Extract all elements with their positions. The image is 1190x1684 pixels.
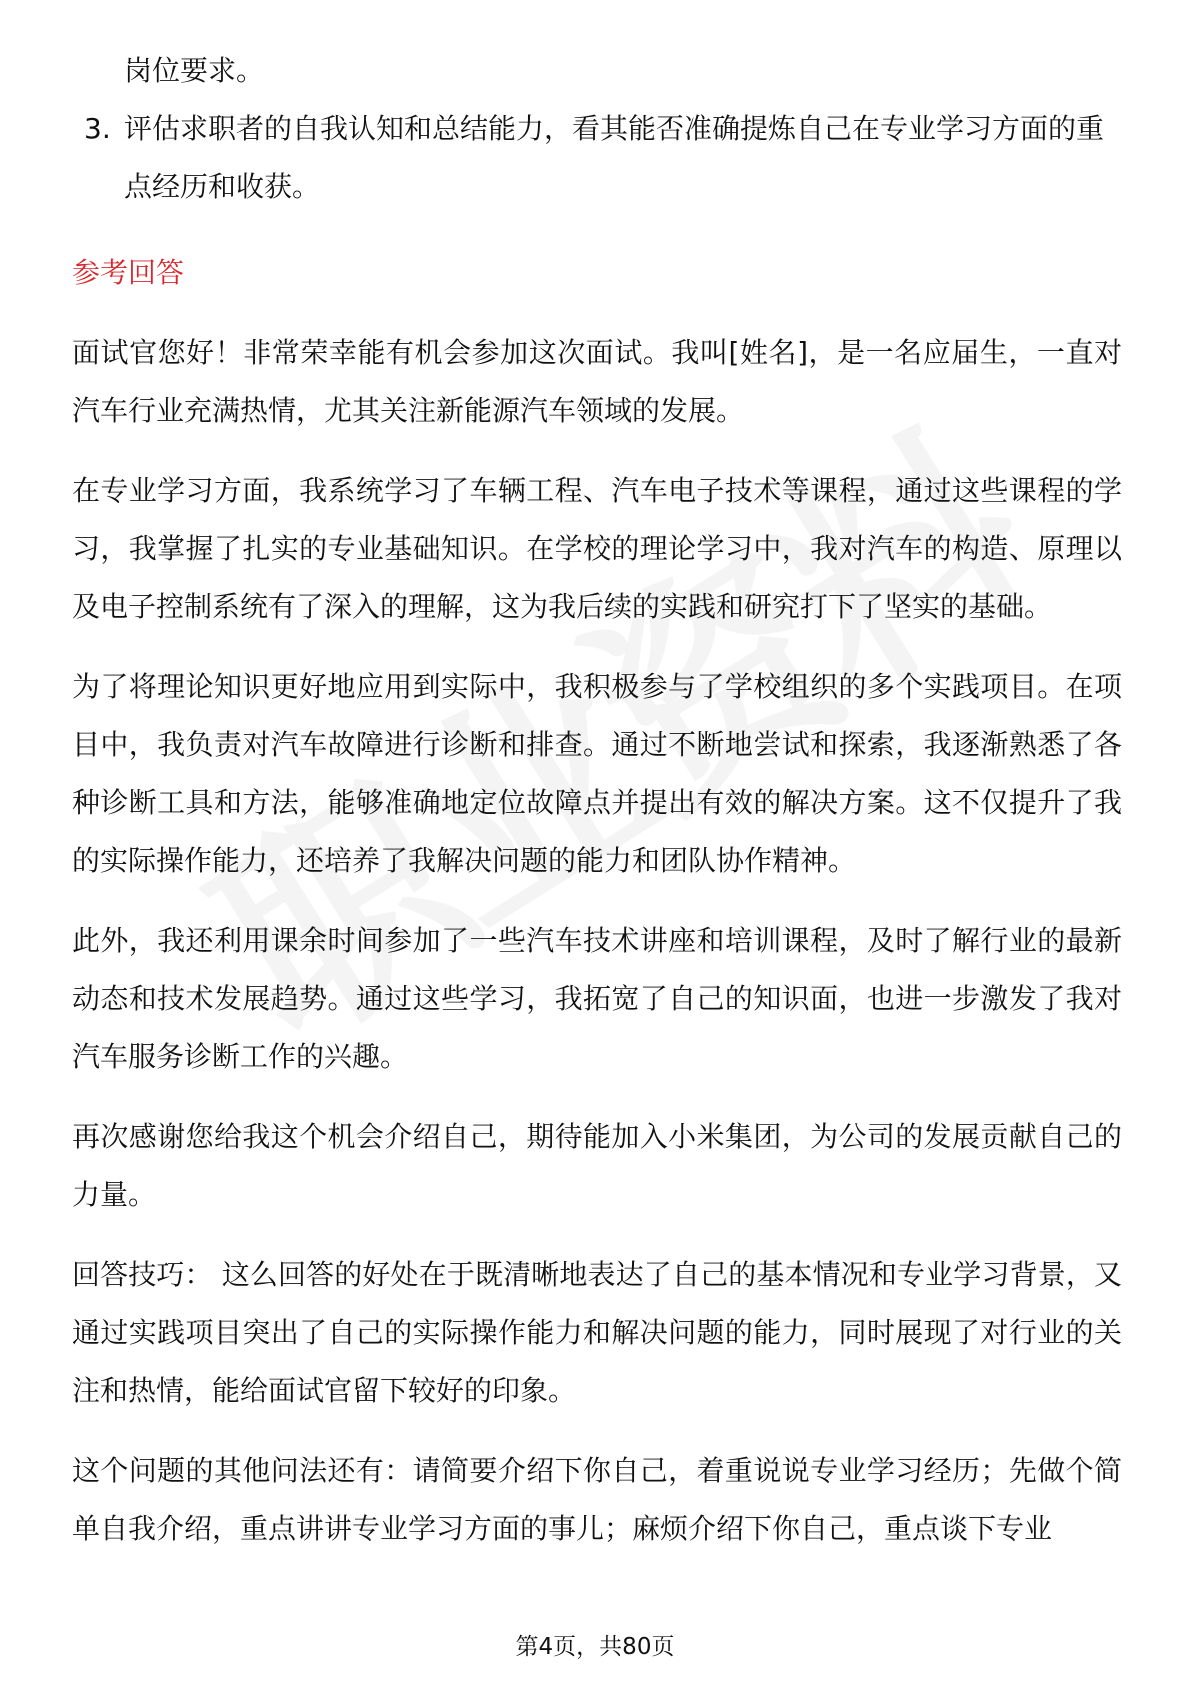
list-number: 3. <box>84 112 111 145</box>
list-item-3 <box>72 100 1122 216</box>
document-body <box>72 42 1122 1558</box>
list-item-continuation: 岗位要求。 <box>124 54 265 87</box>
answer-paragraph: 面试官您好！非常荣幸能有机会参加这次面试。我叫[姓名]，是一名应届生，一直对汽车行业充满热情，尤其关注新能源汽车领域的发展。 <box>72 336 1122 427</box>
page-footer: 第4页，共80页 <box>515 1634 675 1660</box>
alternate-questions-paragraph: 这个问题的其他问法还有：请简要介绍下你自己，着重说说专业学习经历；先做个简单自我介绍，重点讲讲专业学习方面的事儿；麻烦介绍下你自己，重点谈下专业 <box>72 1454 1122 1545</box>
section-title: 参考回答 <box>72 256 185 289</box>
answer-paragraph: 为了将理论知识更好地应用到实际中，我积极参与了学校组织的多个实践项目。在项目中，我负责对汽车故障进行诊断和排查。通过不断地尝试和探索，我逐渐熟悉了各种诊断工具和方法，能够准确地定位故障点并提出有效的解决方案。这不仅提升了我的实际操作能力，还培养了我解决问题的能力和团队协作精神。 <box>72 670 1122 877</box>
answer-paragraph: 此外，我还利用课余时间参加了一些汽车技术讲座和培训课程，及时了解行业的最新动态和技术发展趋势。通过这些学习，我拓宽了自己的知识面，也进一步激发了我对汽车服务诊断工作的兴趣。 <box>72 924 1122 1073</box>
answer-paragraph: 再次感谢您给我这个机会介绍自己，期待能加入小米集团，为公司的发展贡献自己的力量。 <box>72 1120 1122 1211</box>
list-item-text: 评估求职者的自我认知和总结能力，看其能否准确提炼自己在专业学习方面的重点经历和收获。 <box>124 112 1105 203</box>
tips-paragraph: 回答技巧： 这么回答的好处在于既清晰地表达了自己的基本情况和专业学习背景，又通过实践项目突出了自己的实际操作能力和解决问题的能力，同时展现了对行业的关注和热情，能给面试官留下较好的印象。 <box>72 1258 1122 1407</box>
answer-paragraph: 在专业学习方面，我系统学习了车辆工程、汽车电子技术等课程，通过这些课程的学习，我掌握了扎实的专业基础知识。在学校的理论学习中，我对汽车的构造、原理以及电子控制系统有了深入的理解，这为我后续的实践和研究打下了坚实的基础。 <box>72 474 1122 623</box>
